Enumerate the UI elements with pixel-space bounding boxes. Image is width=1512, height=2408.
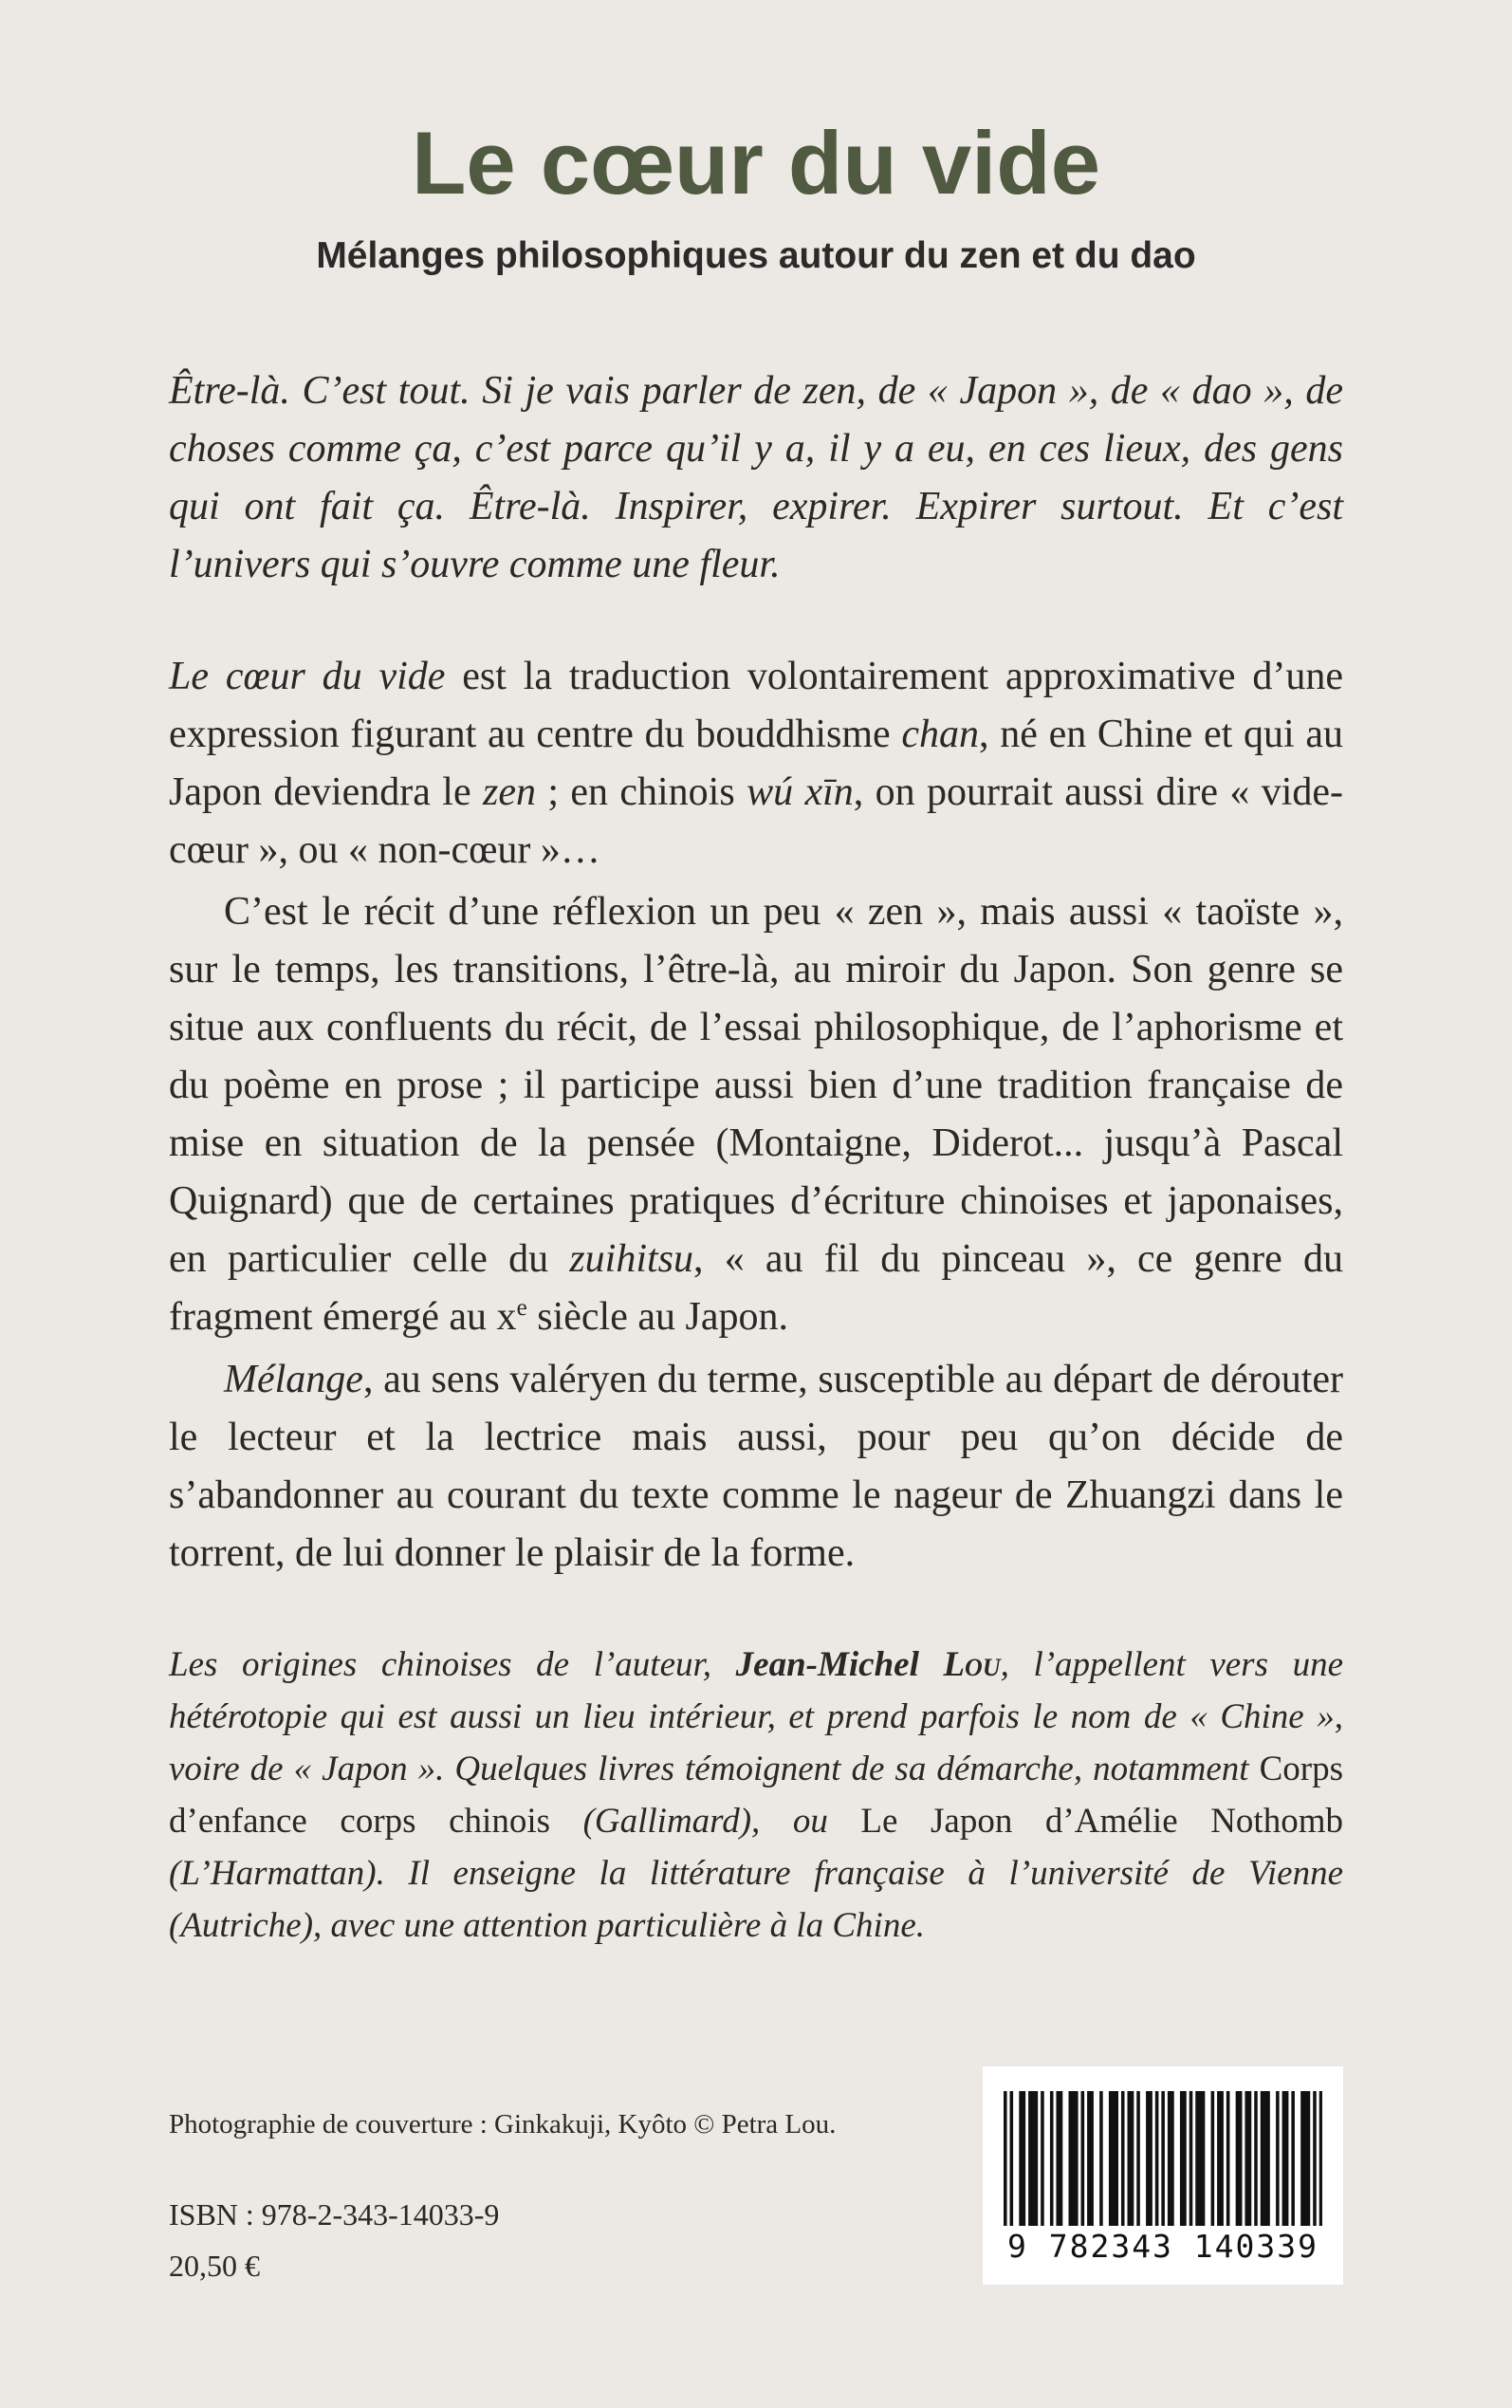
barcode-bar: [1019, 2091, 1023, 2226]
photo-credit: Photographie de couverture : Ginkakuji, Kyôto © Petra Lou.: [169, 2109, 837, 2139]
text-run: siècle au Japon.: [526, 1295, 788, 1339]
barcode-bar: [1121, 2091, 1125, 2226]
text-run: ; en chinois: [535, 770, 747, 814]
barcode: [983, 2066, 1343, 2285]
author-last-name: Lou: [943, 1645, 1001, 1684]
barcode-bar: [1087, 2091, 1091, 2226]
text-run: , au sens valéryen du terme, susceptible au départ de dérouter le lecteur et la lectrice mais aussi, pour peu qu’on décide de s’abandonner au courant du texte comme le nageur de Zhuangzi dans le torrent, de lui donner le plaisir de la forme.: [169, 1358, 1343, 1575]
barcode-digits: 9 782343 140339: [1006, 2228, 1318, 2265]
barcode-bar: [1226, 2091, 1230, 2226]
barcode-bar: [1245, 2091, 1248, 2226]
term-melange: Mélange: [224, 1358, 363, 1401]
barcode-bar: [1035, 2091, 1039, 2226]
epigraph: Être-là. C’est tout. Si je vais parler de zen, de « Japon », de « dao », de choses comme ça, c’est parce qu’il y a, il y a eu, en ces lieux, des gens qui ont fait ça. Être-là. Inspirer, expirer. Expirer surtout. Et c’est l’univers qui s’ouvre comme une fleur.: [169, 369, 1343, 586]
barcode-bar: [1217, 2091, 1221, 2226]
barcode-bar: [1195, 2091, 1199, 2226]
book-title-2: Le Japon d’Amélie Nothomb: [860, 1802, 1343, 1841]
barcode-bar: [1282, 2091, 1286, 2226]
barcode-bar: [1161, 2091, 1165, 2226]
barcode-bar: [1239, 2091, 1243, 2226]
barcode-bar: [1028, 2091, 1032, 2226]
book-title-1: Corps d’enfance corps chinois: [169, 1750, 1343, 1841]
title-reference: Le cœur du vide: [169, 655, 446, 698]
barcode-bar: [1307, 2091, 1311, 2226]
term-zen: zen: [482, 770, 536, 814]
barcode-bar: [1010, 2091, 1014, 2226]
barcode-bar: [1261, 2091, 1264, 2226]
barcode-bar: [1072, 2091, 1076, 2226]
barcode-bar: [1069, 2091, 1073, 2226]
text-run: (L’Harmattan). Il enseigne la littérature française à l’université de Vienne (Autriche), avec une attention particulière à la Chine.: [169, 1854, 1343, 1945]
superscript-e: e: [516, 1295, 527, 1321]
barcode-bar: [1041, 2091, 1044, 2226]
text-run: , l’appellent vers une hétérotopie qui est aussi un lieu intérieur, et prend parfois le nom de « Chine », voire de « Japon ». Quelques livres témoignent de sa démarche, notamment: [169, 1645, 1344, 1788]
barcode-bar: [1081, 2091, 1085, 2226]
barcode-bar: [1266, 2091, 1270, 2226]
barcode-bar: [1004, 2091, 1007, 2226]
term-zuihitsu: zuihitsu: [569, 1237, 694, 1281]
blurb-paragraph-1: [169, 648, 1343, 880]
barcode-bar: [1189, 2091, 1193, 2226]
text-run: , on pourrait aussi dire « vide-cœur », ou « non-cœur »…: [169, 770, 1343, 872]
text-run: , « au fil du pinceau », ce genre du fragment émergé au x: [169, 1237, 1343, 1339]
text-run: , né en Chine et qui au Japon deviendra le: [169, 713, 1343, 814]
term-wu-xin: wú xīn: [747, 770, 854, 814]
barcode-bar: [1285, 2091, 1289, 2226]
isbn: ISBN : 978-2-343-14033-9: [169, 2197, 500, 2232]
term-chan: chan: [901, 713, 980, 756]
barcode-bar: [1236, 2091, 1240, 2226]
barcode-bar: [1254, 2091, 1258, 2226]
barcode-bar: [1248, 2091, 1252, 2226]
barcode-bar: [1263, 2091, 1267, 2226]
barcode-bar: [1220, 2091, 1224, 2226]
book-subtitle: Mélanges philosophiques autour du zen et du dao: [316, 235, 1196, 276]
barcode-bar: [1155, 2091, 1159, 2226]
barcode-bar: [1183, 2091, 1187, 2226]
book-title: Le cœur du vide: [412, 113, 1100, 213]
barcode-bar: [1171, 2091, 1174, 2226]
barcode-bar: [1115, 2091, 1118, 2226]
barcode-bar: [1149, 2091, 1152, 2226]
barcode-bar: [1291, 2091, 1295, 2226]
barcode-bar: [1050, 2091, 1054, 2226]
barcode-bar: [1136, 2091, 1140, 2226]
barcode-bar: [1056, 2091, 1060, 2226]
barcode-bar: [1112, 2091, 1116, 2226]
barcode-bar: [1180, 2091, 1184, 2226]
barcode-bar: [1131, 2091, 1134, 2226]
text-run: Les origines chinoises de l’auteur,: [169, 1645, 736, 1684]
barcode-bar: [1276, 2091, 1280, 2226]
barcode-bar: [1211, 2091, 1215, 2226]
barcode-bar: [1075, 2091, 1079, 2226]
text-run: est la traduction volontairement approximative d’une expression figurant au centre du bouddhisme: [169, 655, 1344, 756]
text-run: (Gallimard), ou: [550, 1802, 861, 1841]
barcode-bars: [1004, 2091, 1322, 2226]
barcode-bar: [1300, 2091, 1304, 2226]
barcode-bar: [1060, 2091, 1063, 2226]
barcode-bar: [1146, 2091, 1150, 2226]
barcode-bar: [1202, 2091, 1206, 2226]
barcode-bar: [1109, 2091, 1113, 2226]
barcode-bar: [1303, 2091, 1307, 2226]
barcode-bar: [1127, 2091, 1131, 2226]
barcode-bar: [1023, 2091, 1026, 2226]
barcode-bar: [1199, 2091, 1203, 2226]
text-run: C’est le récit d’une réflexion un peu « zen », mais aussi « taoïste », sur le temps, les transitions, l’être-là, au miroir du Japon. Son genre se situe aux confluents du récit, de l’essai philosophique, de l’aphorisme et du poème en prose ; il participe aussi bien d’une tradition française de mise en situation de la pensée (Montaigne, Diderot... jusqu’à Pascal Quignard) que de certaines pratiques d’écriture chinoises et japonaises, en particulier celle du: [169, 890, 1343, 1281]
barcode-bar: [1031, 2091, 1035, 2226]
barcode-bar: [1313, 2091, 1317, 2226]
blurb-paragraph-3: [169, 1351, 1343, 1583]
blurb-paragraph-2: [169, 883, 1343, 1346]
barcode-bar: [1319, 2091, 1322, 2226]
author-bio: [169, 1639, 1343, 1952]
barcode-bar: [1090, 2091, 1094, 2226]
barcode-bar: [1168, 2091, 1171, 2226]
price: 20,50 €: [169, 2249, 260, 2283]
barcode-bar: [1099, 2091, 1103, 2226]
author-first-name: Jean-Michel: [735, 1645, 944, 1684]
